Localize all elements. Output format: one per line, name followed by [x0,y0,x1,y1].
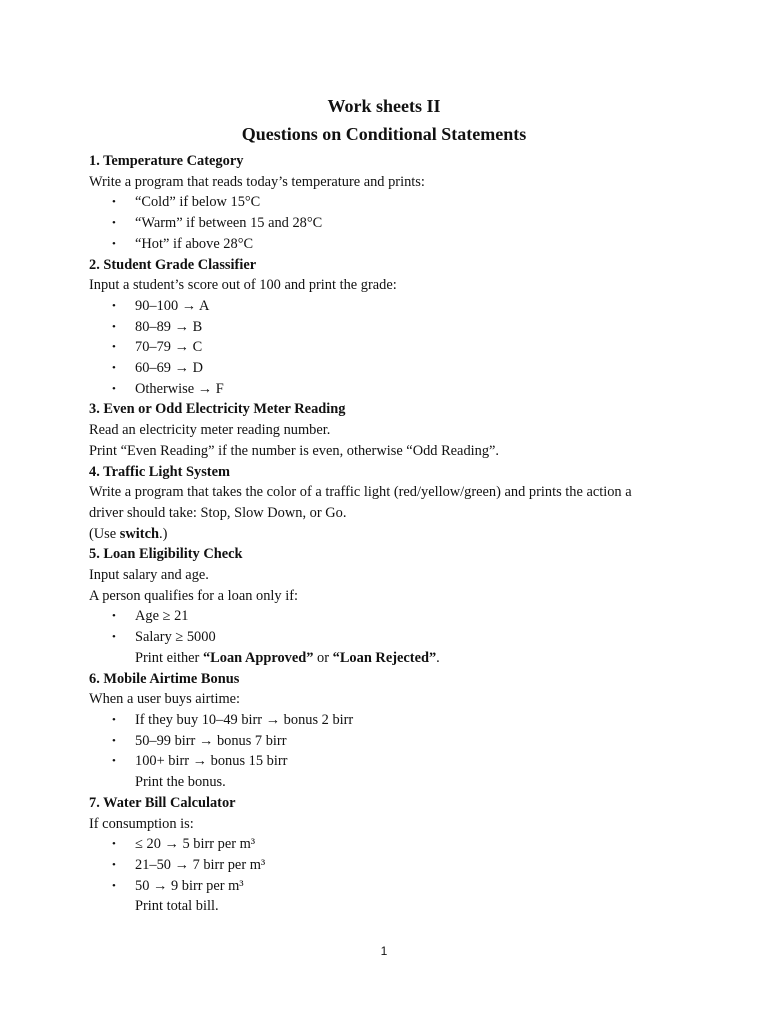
question-text: If consumption is: [89,815,194,832]
question-text: Print “Even Reading” if the number is even, otherwise “Odd Reading”. [89,442,500,459]
bullet-list [89,834,679,896]
bullet-icon: • [112,320,116,333]
bullet-list [89,192,679,254]
list-item-text: Otherwise → F [135,380,224,397]
or-text: or [313,649,333,666]
list-item [89,296,679,317]
question-heading: 5. Loan Eligibility Check [89,546,243,563]
list-item-text: 50 → 9 birr per m³ [135,877,244,894]
bullet-icon: • [112,382,116,395]
list-item-text: “Hot” if above 28°C [135,235,254,252]
question-text: Write a program that reads today’s temperature and prints: [89,173,425,190]
question-4 [89,462,679,545]
bullet-icon: • [112,341,116,354]
list-item [89,710,679,731]
bullet-list [89,296,679,400]
print-suffix: . [436,649,440,666]
bullet-icon: • [112,362,116,375]
list-item [89,379,679,400]
question-1 [89,151,679,255]
list-item-text: 21–50 → 7 birr per m³ [135,856,266,873]
list-item [89,234,679,255]
document-title: Work sheets II [327,96,441,116]
list-item [89,606,679,627]
list-item [89,855,679,876]
document-subtitle: Questions on Conditional Statements [241,124,527,144]
question-5 [89,544,679,668]
question-text: A person qualifies for a loan only if: [89,587,299,604]
list-item-text: 60–69 → D [135,360,203,377]
worksheet-page [89,92,679,917]
question-2 [89,255,679,400]
list-item [89,731,679,752]
bullet-icon: • [112,237,116,250]
list-item [89,317,679,338]
list-item [89,627,679,648]
list-item-text: 100+ birr → bonus 15 birr [135,753,288,770]
question-outro: Print the bonus. [135,774,226,791]
bullet-icon: • [112,299,116,312]
question-text: Read an electricity meter reading number. [89,422,331,439]
bullet-icon: • [112,734,116,747]
question-text: When a user buys airtime: [89,691,241,708]
list-item-text: 50–99 birr → bonus 7 birr [135,732,287,749]
question-heading: 7. Water Bill Calculator [89,794,236,811]
list-item [89,213,679,234]
bullet-icon: • [112,631,116,644]
question-3 [89,399,679,461]
bullet-list [89,606,679,647]
list-item [89,834,679,855]
bullet-icon: • [112,217,116,230]
note-suffix: .) [158,525,168,542]
list-item [89,192,679,213]
bullet-icon: • [112,755,116,768]
list-item [89,876,679,897]
question-text: Input salary and age. [89,567,209,584]
question-heading: 3. Even or Odd Electricity Meter Reading [89,401,346,418]
question-text: Write a program that takes the color of a traffic light (red/yellow/green) and prints the action a [89,484,632,501]
bullet-icon: • [112,196,116,209]
question-heading: 6. Mobile Airtime Bonus [89,670,240,687]
page-number: 1 [380,944,388,958]
list-item-text: Age ≥ 21 [135,608,189,625]
loan-approved-text: “Loan Approved” [202,649,314,666]
bullet-list [89,710,679,772]
question-heading: 4. Traffic Light System [89,463,230,480]
bullet-icon: • [112,838,116,851]
question-note [89,524,679,545]
list-item [89,337,679,358]
question-heading: 1. Temperature Category [89,153,244,169]
question-text: Input a student’s score out of 100 and print the grade: [89,277,397,294]
question-7 [89,793,679,917]
question-outro [89,648,679,669]
bullet-icon: • [112,610,116,623]
list-item-text: 70–79 → C [135,339,203,356]
bullet-icon: • [112,879,116,892]
list-item-text: 80–89 → B [135,318,203,335]
list-item-text: Salary ≥ 5000 [135,629,216,646]
note-prefix: (Use [89,525,120,542]
list-item-text: ≤ 20 → 5 birr per m³ [135,836,256,853]
loan-rejected-text: “Loan Rejected” [332,649,437,666]
print-prefix: Print either [135,649,203,666]
list-item-text: “Warm” if between 15 and 28°C [135,215,323,232]
list-item-text: 90–100 → A [135,297,210,314]
question-6 [89,669,679,793]
list-item [89,751,679,772]
list-item [89,358,679,379]
list-item-text: “Cold” if below 15°C [135,194,261,211]
switch-keyword: switch [119,525,159,542]
question-outro: Print total bill. [135,898,219,915]
question-text: driver should take: Stop, Slow Down, or Go. [89,504,347,521]
question-heading: 2. Student Grade Classifier [89,256,257,273]
bullet-icon: • [112,858,116,871]
bullet-icon: • [112,713,116,726]
list-item-text: If they buy 10–49 birr → bonus 2 birr [135,711,354,728]
